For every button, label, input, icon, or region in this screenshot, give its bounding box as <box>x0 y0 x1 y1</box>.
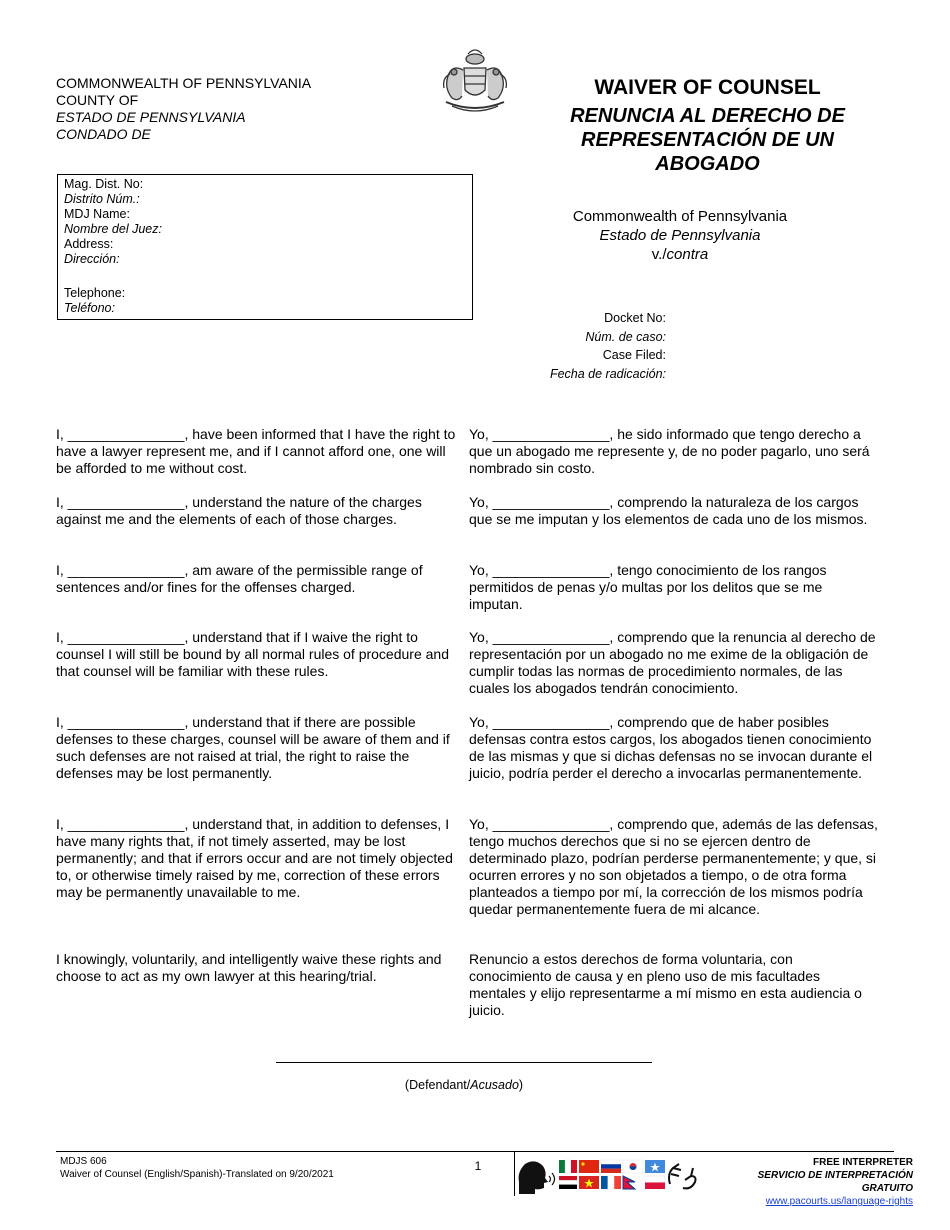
interpreter-label-es: SERVICIO DE INTERPRETACIÓN GRATUITO <box>757 1170 913 1194</box>
jurisdiction-header <box>56 75 311 143</box>
defendant-signature-caption <box>276 1078 652 1092</box>
waiver-paragraph-es-5: Yo, _______________, comprendo que de haber posibles defensas contra estos cargos, los abogados tienen conocimiento de las mismas y que si dichas defensas no se invocan durante el juicio, podría perder el derecho a invocarlas permanentemente. <box>469 714 873 781</box>
waiver-paragraph-es-2: Yo, _______________, comprendo la naturaleza de los cargos que se me imputan y los elementos de cada uno de los mismos. <box>469 494 868 527</box>
waiver-paragraph-en-3: I, _______________, am aware of the permissible range of sentences and/or fines for the offenses charged. <box>56 562 423 595</box>
waiver-paragraph-en-6: I, _______________, understand that, in addition to defenses, I have many rights that, if not timely asserted, may be lost permanently; and that if errors occur and are not timely objected to, or otherwise timely raised by me, correction of these errors may be permanently unavailable to me. <box>56 816 453 900</box>
form-identifier <box>60 1155 334 1181</box>
language-flags-icon <box>515 1154 705 1196</box>
county-label: COUNTY OF <box>56 92 139 108</box>
docket-info <box>500 309 666 384</box>
mdj-name-label: MDJ Name: <box>64 207 130 221</box>
versus-es: contra <box>666 246 709 263</box>
mag-dist-label-es: Distrito Núm.: <box>64 192 140 206</box>
language-rights-link[interactable]: www.pacourts.us/language-rights <box>765 1196 913 1207</box>
sign-language-icon <box>669 1164 696 1188</box>
waiver-paragraph-en-4: I, _______________, understand that if I waive the right to counsel I will still be bound by all normal rules of procedure and that counsel will be familiar with these rules. <box>56 629 449 679</box>
mag-dist-label: Mag. Dist. No: <box>64 177 144 191</box>
versus-en: v./ <box>651 246 667 263</box>
footer-divider <box>56 1151 894 1152</box>
page-number: 1 <box>474 1159 482 1173</box>
waiver-paragraph-en-1: I, _______________, have been informed that I have the right to have a lawyer represent me, and if I cannot afford one, one will be afforded to me without cost. <box>56 426 456 476</box>
plaintiff-en: Commonwealth of Pennsylvania <box>572 208 788 225</box>
defendant-signature-line[interactable] <box>276 1062 652 1063</box>
signature-label-close: ) <box>518 1078 524 1092</box>
case-filed-label: Case Filed: <box>602 348 666 363</box>
interpreter-notice <box>705 1156 913 1208</box>
case-filed-label-es: Fecha de radicación: <box>549 367 666 382</box>
signature-label-en: (Defendant/ <box>404 1078 471 1092</box>
waiver-paragraph-en-7: I knowingly, voluntarily, and intelligently waive these rights and choose to act as my own lawyer at this hearing/trial. <box>56 951 442 984</box>
waiver-paragraph-es-7: Renuncio a estos derechos de forma voluntaria, con conocimiento de causa y en pleno uso de mis facultades mentales y elijo representarme a mí mismo en esta audiencia o juicio. <box>469 951 862 1018</box>
case-caption <box>555 207 805 264</box>
signature-label-es: Acusado <box>470 1078 519 1092</box>
form-title <box>555 75 860 176</box>
title-spanish-line-2: REPRESENTACIÓN DE UN <box>581 129 834 151</box>
plaintiff-es: Estado de Pennsylvania <box>599 227 761 244</box>
waiver-paragraph-en-2: I, _______________, understand the nature of the charges against me and the elements of each of those charges. <box>56 494 422 527</box>
speaking-head-icon <box>519 1161 555 1194</box>
title-spanish-line-1: RENUNCIA AL DERECHO DE <box>570 105 845 127</box>
estado-label: ESTADO DE PENNSYLVANIA <box>56 109 246 125</box>
mdj-name-label-es: Nombre del Juez: <box>64 222 162 236</box>
waiver-paragraph-es-3: Yo, _______________, tengo conocimiento de los rangos permitidos de penas y/o multas por los delitos que se me imputan. <box>469 562 827 612</box>
telephone-label: Telephone: <box>64 286 126 300</box>
free-interpreter-label: FREE INTERPRETER <box>812 1157 913 1168</box>
docket-label: Docket No: <box>604 311 666 325</box>
commonwealth-label: COMMONWEALTH OF PENNSYLVANIA <box>56 75 312 91</box>
waiver-paragraph-es-6: Yo, _______________, comprendo que, además de las defensas, tengo muchos derechos que si no se ejercen dentro de determinado plazo, podrían perderse permanentemente; y que, si ocurren errores y no son objetados a tiempo, o de otra forma planteados a tiempo por mí, la corrección de los mismos podría quedar permanentemente fuera de mi alcance. <box>469 816 878 917</box>
waiver-paragraph-en-5: I, _______________, understand that if there are possible defenses to these charges, counsel will be aware of them and if such defenses are not raised at trial, the right to raise the defenses may be lost permanently. <box>56 714 450 781</box>
address-label-es: Dirección: <box>64 252 120 266</box>
waiver-paragraph-es-1: Yo, _______________, he sido informado que tengo derecho a que un abogado me represente y, de no poder pagarlo, uno será nombrado sin costo. <box>469 426 870 476</box>
address-label: Address: <box>64 237 114 251</box>
waiver-paragraph-es-4: Yo, _______________, comprendo que la renuncia al derecho de representación por un abogado no me exime de la obligación de cumplir todas las normas de procedimiento normales, de las cuales los abogados tendrán conocimiento. <box>469 629 876 696</box>
form-id: MDJS 606 <box>60 1156 107 1167</box>
title-english: WAIVER OF COUNSEL <box>594 76 821 99</box>
telephone-label-es: Teléfono: <box>64 301 115 315</box>
condado-label: CONDADO DE <box>56 126 151 142</box>
pennsylvania-seal-icon <box>430 44 520 116</box>
court-info-box <box>57 174 473 320</box>
title-spanish <box>555 104 860 176</box>
versus <box>555 245 805 264</box>
title-spanish-line-3: ABOGADO <box>655 153 760 175</box>
form-description: Waiver of Counsel (English/Spanish)-Translated on 9/20/2021 <box>60 1169 334 1180</box>
docket-label-es: Núm. de caso: <box>585 329 666 344</box>
